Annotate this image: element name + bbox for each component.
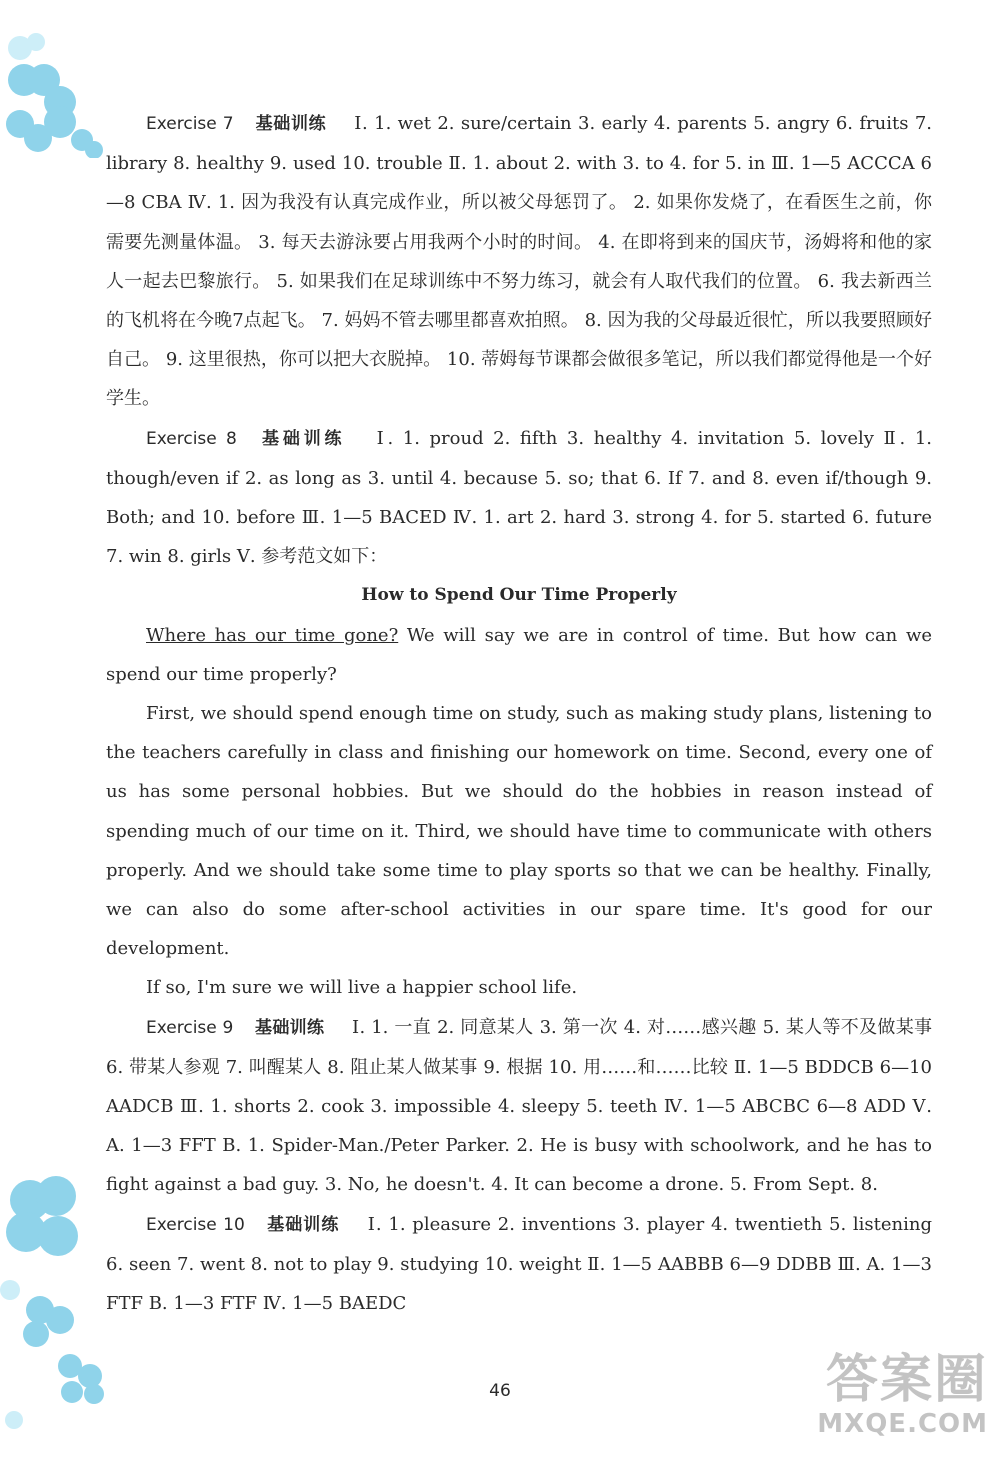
essay-underlined-sentence: Where has our time gone? <box>146 624 399 646</box>
watermark-url: MXQE.COM <box>817 1409 988 1439</box>
essay-paragraph-1-rest: We will say we are in control of time. But how can we spend our time properly? <box>106 624 933 685</box>
exercise-9-heading <box>146 1018 352 1038</box>
essay-paragraph-1 <box>106 616 932 694</box>
exercise-8-name: Exercise 8 <box>146 428 237 449</box>
exercise-10-section: 基础训练 <box>267 1214 340 1235</box>
exercise-9-name: Exercise 9 <box>146 1017 234 1038</box>
exercise-8-block <box>106 419 932 577</box>
page-number: 46 <box>489 1381 511 1401</box>
exercise-8-section: 基础训练 <box>262 428 346 449</box>
exercise-10-answers: Ⅰ. 1. pleasure 2. inventions 3. player 4. twentieth 5. listening 6. seen 7. went 8. not to play 9. studying 10. weight Ⅱ. 1—5 AABBB 6—9 DDBB Ⅲ. A. 1—3 FTF B. 1—3 FTF Ⅳ. 1—5 BAEDC <box>106 1213 933 1315</box>
exercise-9-block <box>106 1008 932 1205</box>
exercise-9-section: 基础训练 <box>255 1017 325 1038</box>
exercise-8-answers: Ⅰ. 1. proud 2. fifth 3. healthy 4. invitation 5. lovely Ⅱ. 1. though/even if 2. as long as 3. until 4. because 5. so; that 6. If 7. and 8. even if/though 9. Both; and 10. before Ⅲ. 1—5 BACED Ⅳ. 1. art 2. hard 3. strong 4. for 5. started 6. future 7. win 8. girls Ⅴ. 参考范文如下： <box>106 427 933 568</box>
exercise-7-block <box>106 104 932 419</box>
watermark-logo: 答案圈 <box>825 1350 988 1410</box>
clover-decoration-icon <box>0 1170 115 1450</box>
exercise-7-name: Exercise 7 <box>146 114 234 134</box>
exercise-9-answers: Ⅰ. 1. 一直 2. 同意某人 3. 第一次 4. 对……感兴趣 5. 某人等不及做某事 6. 带某人参观 7. 叫醒某人 8. 阻止某人做某事 9. 根据 10. 用……和……比较 Ⅱ. 1—5 BDDCB 6—10 AADCB Ⅲ. 1. shorts 2. cook 3. impossible 4. sleepy 5. teeth Ⅳ. 1—5 ABCBC 6—8 ADD Ⅴ. A. 1—3 FFT B. 1. Spider-Man./Peter Parker. 2. He is busy with schoolwork, and he has to fight against a bad guy. 3. No, he doesn't. 4. It can become a drone. 5. From Sept. 8. <box>106 1016 933 1196</box>
exercise-7-heading <box>146 114 354 134</box>
essay-paragraph-3: If so, I'm sure we will live a happier school life. <box>146 977 578 999</box>
essay-paragraph-2: First, we should spend enough time on study, such as making study plans, listening to the teachers carefully in class and finishing our homework on time. Second, every one of us has some personal hobbies. But we should do the hobbies in reason instead of spending much of our time on it. Third, we should have time to communicate with others properly. And we should take some time to play sports so that we can be healthy. Finally, we can also do some after-school activities in our spare time. It's good for our development. <box>106 703 932 960</box>
clover-decoration-icon <box>0 28 110 158</box>
exercise-10-heading <box>146 1215 368 1235</box>
exercise-10-block <box>106 1205 932 1324</box>
exercise-10-name: Exercise 10 <box>146 1214 245 1235</box>
exercise-7-section: 基础训练 <box>255 114 327 134</box>
site-watermark <box>728 1351 988 1451</box>
exercise-8-heading <box>146 429 377 449</box>
exercise-7-answers: Ⅰ. 1. wet 2. sure/certain 3. early 4. parents 5. angry 6. fruits 7. library 8. healthy 9. used 10. trouble Ⅱ. 1. about 2. with 3. to 4. for 5. in Ⅲ. 1—5 ACCCA 6—8 CBA Ⅳ. 1. 因为我没有认真完成作业，所以被父母惩罚了。 2. 如果你发烧了，在看医生之前，你需要先测量体温。 3. 每天去游泳要占用我两个小时的时间。 4. 在即将到来的国庆节，汤姆将和他的家人一起去巴黎旅行。 5. 如果我们在足球训练中不努力练习，就会有人取代我们的位置。 6. 我去新西兰的飞机将在今晚7点起飞。 7. 妈妈不管去哪里都喜欢拍照。 8. 因为我的父母最近很忙，所以我要照顾好自己。 9. 这里很热，你可以把大衣脱掉。 10. 蒂姆每节课都会做很多笔记，所以我们都觉得他是一个好学生。 <box>106 113 932 410</box>
essay-title: How to Spend Our Time Properly <box>361 585 677 606</box>
answer-content <box>106 104 932 1323</box>
